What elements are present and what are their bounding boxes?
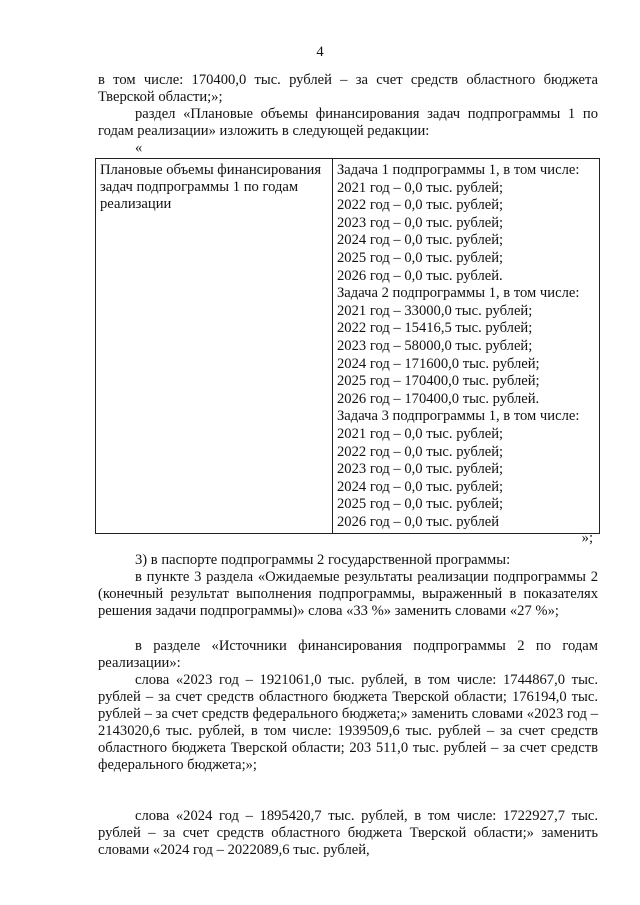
table-value-line: 2023 год – 0,0 тыс. рублей; — [337, 214, 504, 231]
table-value-line: 2024 год – 0,0 тыс. рублей; — [337, 478, 504, 495]
page-number: 4 — [316, 44, 324, 60]
table-value-line: 2026 год – 0,0 тыс. рублей. — [337, 267, 503, 284]
intro-line-1: в том числе: 170400,0 тыс. рублей – за счет средств областного бюджета — [98, 72, 598, 88]
values-lines — [337, 162, 595, 531]
financing-table — [95, 158, 600, 534]
table-value-line: 2022 год – 0,0 тыс. рублей; — [337, 197, 504, 214]
table-header-cell: Плановые объемы финансирования задач подпрограммы 1 по годам реализации — [96, 159, 333, 534]
paragraph-punkt-3: в пункте 3 раздела «Ожидаемые результаты реализации подпрограммы 2 (конечный результат выполнения подпрограммы, выраженный в показателях решения задачи подпрограммы)» слова «33 %» заменить словами «27 %»; — [98, 569, 598, 619]
paragraph-2023: слова «2023 год – 1921061,0 тыс. рублей, в том числе: 1744867,0 тыс. рублей – за счет средств областного бюджета Тверской области; 176194,0 тыс. рублей – за счет средств федерального бюджета;» заменить словами «2023 год – 2143020,6 тыс. рублей, в том числе: 1939509,6 тыс. рублей – за счет средств областного бюджета Тверской области; 203 511,0 тыс. рублей – за счет средств федерального бюджета;»; — [98, 672, 598, 773]
table-value-line: 2023 год – 58000,0 тыс. рублей; — [337, 337, 533, 354]
section-paragraph: раздел «Плановые объемы финансирования задач подпрограммы 1 по годам реализации» изложить в следующей редакции: — [98, 106, 598, 139]
table-value-line: Задача 1 подпрограммы 1, в том числе: — [337, 162, 580, 178]
paragraph-sources: в разделе «Источники финансирования подпрограммы 2 по годам реализации»: — [98, 638, 598, 671]
table-value-line: 2021 год – 0,0 тыс. рублей; — [337, 179, 504, 196]
table-value-line: Задача 3 подпрограммы 1, в том числе: — [337, 408, 580, 425]
table-value-line: 2021 год – 0,0 тыс. рублей; — [337, 425, 504, 442]
table-value-line: 2021 год – 33000,0 тыс. рублей; — [337, 302, 533, 319]
table-row — [96, 159, 600, 534]
table-value-line: 2025 год – 0,0 тыс. рублей; — [337, 249, 504, 266]
paragraph-2024: слова «2024 год – 1895420,7 тыс. рублей, в том числе: 1722927,7 тыс. рублей – за счет средств областного бюджета Тверской области;» заменить словами «2024 год – 2022089,6 тыс. рублей, — [98, 808, 598, 858]
table-value-line: 2024 год – 0,0 тыс. рублей; — [337, 232, 504, 249]
table-value-line: 2023 год – 0,0 тыс. рублей; — [337, 461, 504, 478]
intro-line-2: Тверской области;»; — [98, 89, 223, 105]
table-value-line: 2026 год – 0,0 тыс. рублей — [337, 513, 500, 530]
table-value-line: 2026 год – 170400,0 тыс. рублей. — [337, 390, 540, 407]
opening-quote-mark: « — [135, 140, 143, 156]
table-value-line: 2025 год – 0,0 тыс. рублей; — [337, 496, 504, 513]
closing-quote-mark: »; — [581, 530, 593, 546]
table-values-cell — [333, 159, 600, 534]
table-value-line: 2024 год – 171600,0 тыс. рублей; — [337, 355, 540, 372]
table-value-line: Задача 2 подпрограммы 1, в том числе: — [337, 285, 580, 302]
table-value-line: 2022 год – 15416,5 тыс. рублей; — [337, 320, 533, 337]
table-value-line: 2022 год – 0,0 тыс. рублей; — [337, 443, 504, 460]
table-value-line: 2025 год – 170400,0 тыс. рублей; — [337, 373, 540, 390]
item-3-heading: 3) в паспорте подпрограммы 2 государственной программы: — [135, 552, 511, 568]
